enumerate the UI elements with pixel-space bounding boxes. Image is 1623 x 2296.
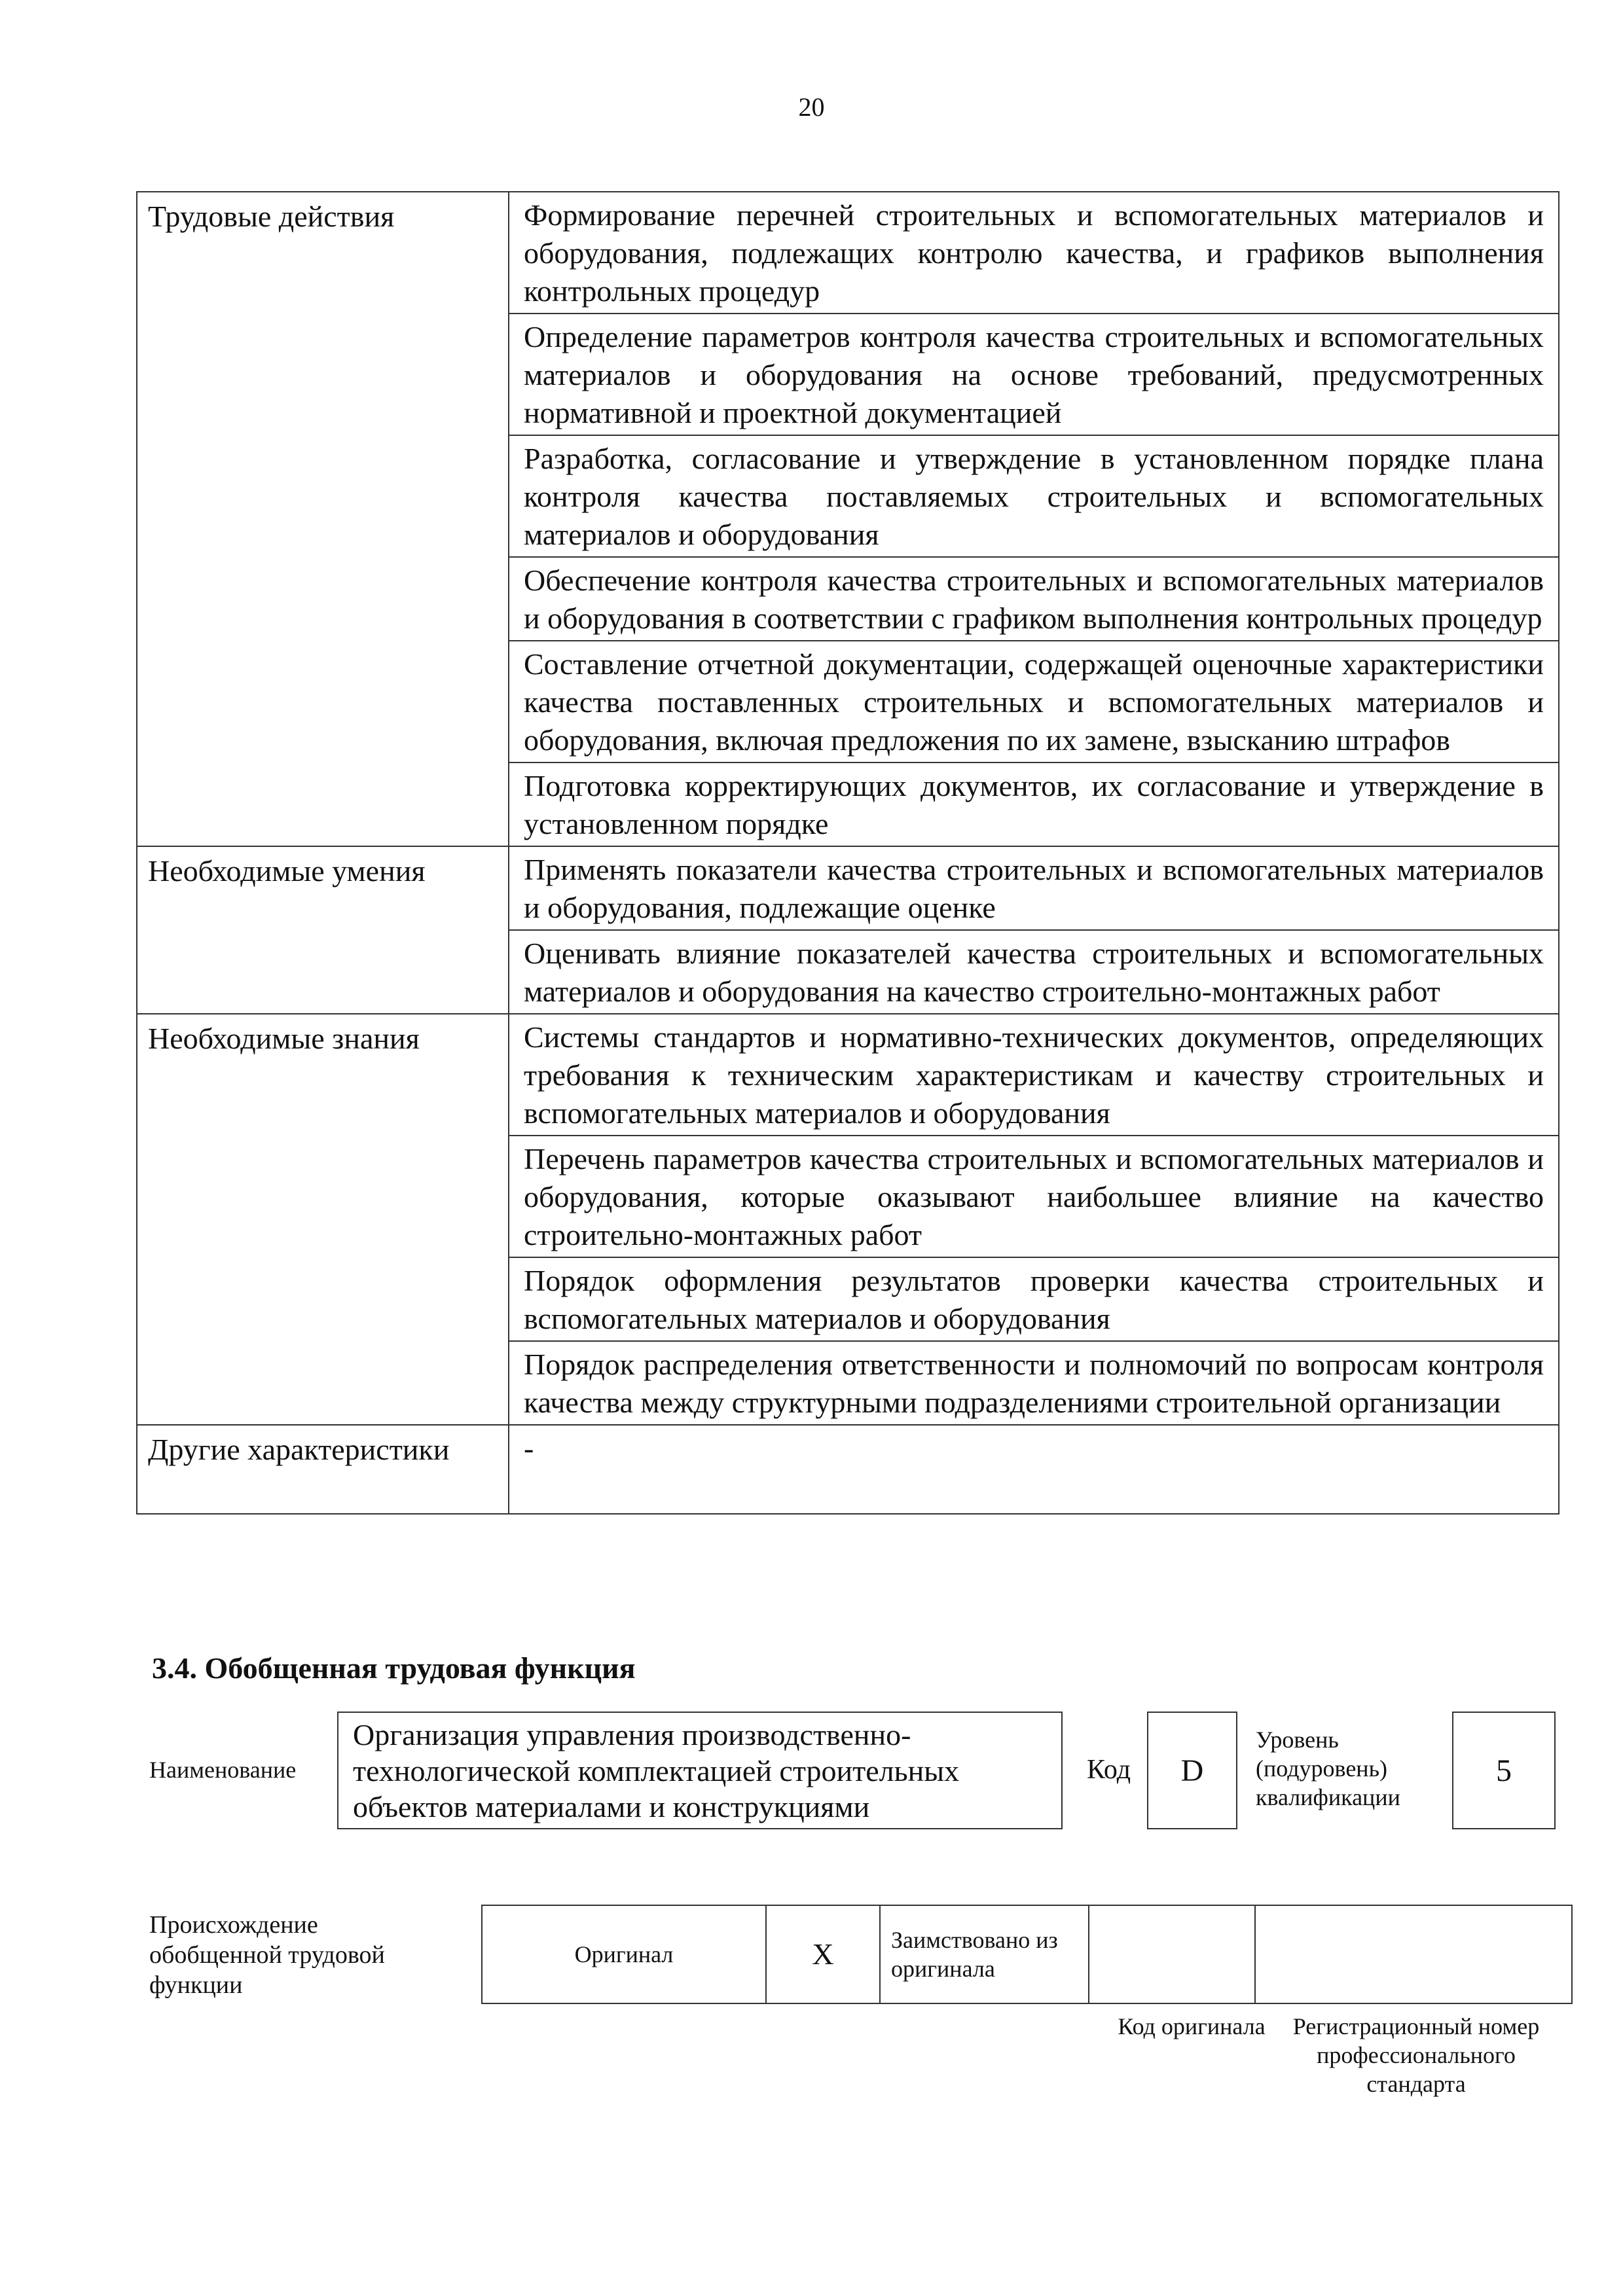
work-actions-label: Трудовые действия <box>137 192 509 846</box>
work-action-item: Формирование перечней строительных и вспомогательных материалов и оборудования, подлежащих контролю качества, и графиков выполнения контрольных процедур <box>509 192 1559 314</box>
work-action-item: Определение параметров контроля качества строительных и вспомогательных материалов и оборудования на основе требований, предусмотренных нормативной и проектной документацией <box>509 314 1559 435</box>
knowledge-item: Системы стандартов и нормативно-технических документов, определяющих требования к техническим характеристикам и качеству строительных и вспомогательных материалов и оборудования <box>509 1014 1559 1136</box>
other-characteristics-value: - <box>509 1425 1559 1514</box>
work-action-item: Разработка, согласование и утверждение в установленном порядке плана контроля качества поставляемых строительных и вспомогательных материалов и оборудования <box>509 435 1559 557</box>
knowledge-item: Порядок оформления результатов проверки качества строительных и вспомогательных материалов и оборудования <box>509 1257 1559 1341</box>
section-title: 3.4. Обобщенная трудовая функция <box>152 1651 636 1685</box>
skills-label: Необходимые умения <box>137 846 509 1014</box>
skill-item: Применять показатели качества строительных и вспомогательных материалов и оборудования, подлежащие оценке <box>509 846 1559 930</box>
work-action-item: Составление отчетной документации, содержащей оценочные характеристики качества поставленных строительных и вспомогательных материалов и оборудования, включая предложения по их замене, взысканию штрафов <box>509 641 1559 762</box>
name-label: Наименование <box>149 1757 297 1783</box>
page-number: 20 <box>798 92 825 122</box>
original-label: Оригинал <box>482 1905 766 2003</box>
knowledge-item: Перечень параметров качества строительных и вспомогательных материалов и оборудования, которые оказывают наибольшее влияние на качество строительно-монтажных работ <box>509 1136 1559 1257</box>
code-of-original-cell <box>1089 1905 1255 2003</box>
other-characteristics-label: Другие характеристики <box>137 1425 509 1514</box>
skill-item: Оценивать влияние показателей качества строительных и вспомогательных материалов и оборудования на качество строительно-монтажных работ <box>509 930 1559 1014</box>
code-label: Код <box>1087 1755 1131 1785</box>
reg-number-cell <box>1255 1905 1572 2003</box>
origin-label: Происхождение обобщенной трудовой функции <box>149 1911 385 1999</box>
reg-number-caption: Регистрационный номер профессионального стандарта <box>1292 2013 1540 2097</box>
work-action-item: Подготовка корректирующих документов, их согласование и утверждение в установленном порядке <box>509 762 1559 846</box>
original-mark: X <box>766 1905 880 2003</box>
qualification-level-label: Уровень (подуровень) квалификации <box>1256 1727 1400 1810</box>
work-function-table <box>136 191 1559 1515</box>
code-of-original-caption: Код оригинала <box>1118 2013 1266 2039</box>
origin-table <box>481 1905 1573 2004</box>
knowledge-label: Необходимые знания <box>137 1014 509 1425</box>
borrowed-label: Заимствовано из оригинала <box>880 1905 1089 2003</box>
function-name-value: Организация управления производственно-технологической комплектацией строительных объектов материалами и конструкциями <box>337 1712 1063 1829</box>
knowledge-item: Порядок распределения ответственности и полномочий по вопросам контроля качества между структурными подразделениями строительной организации <box>509 1341 1559 1425</box>
work-action-item: Обеспечение контроля качества строительных и вспомогательных материалов и оборудования в соответствии с графиком выполнения контрольных процедур <box>509 557 1559 641</box>
qualification-level-value: 5 <box>1452 1712 1556 1829</box>
code-value: D <box>1147 1712 1237 1829</box>
